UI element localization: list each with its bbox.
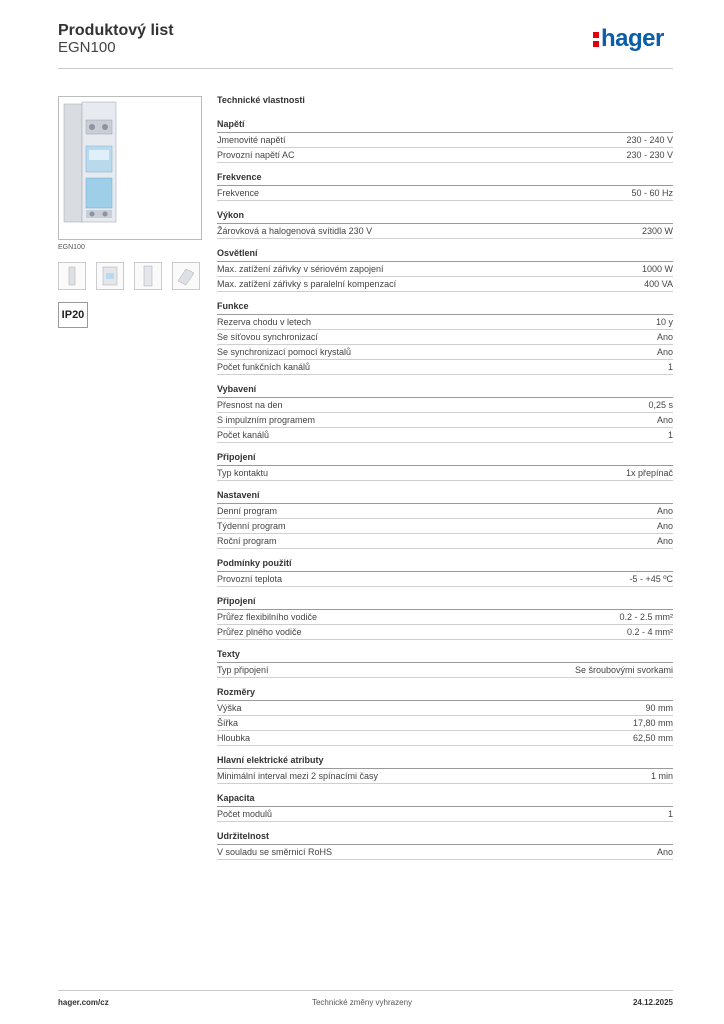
- spec-group: [217, 686, 673, 746]
- spec-group-title: Frekvence: [217, 171, 673, 186]
- spec-row: [217, 519, 673, 534]
- ip-rating-badge: IP20: [58, 302, 88, 328]
- spec-label: Jmenovité napětí: [217, 135, 286, 145]
- spec-label: Roční program: [217, 536, 277, 546]
- spec-row: [217, 701, 673, 716]
- spec-groups: [217, 118, 673, 860]
- spec-label: Rezerva chodu v letech: [217, 317, 312, 327]
- spec-row: [217, 504, 673, 519]
- spec-row: [217, 769, 673, 784]
- spec-row: [217, 398, 673, 413]
- spec-label: V souladu se směrnicí RoHS: [217, 847, 333, 857]
- spec-value: 2300 W: [641, 226, 673, 236]
- spec-row: [217, 625, 673, 640]
- thumbnail-side[interactable]: [96, 262, 124, 290]
- spec-row: [217, 610, 673, 625]
- spec-group: [217, 830, 673, 860]
- logo-dots-icon: [593, 29, 599, 47]
- hager-logo: [593, 25, 664, 53]
- spec-group: [217, 171, 673, 201]
- spec-row: [217, 360, 673, 375]
- spec-label: Typ připojení: [217, 665, 269, 675]
- specs-title: Technické vlastnosti: [217, 95, 305, 105]
- thumbnail-angle[interactable]: [172, 262, 200, 290]
- spec-label: Přesnost na den: [217, 400, 283, 410]
- spec-value: 400 VA: [644, 279, 673, 289]
- spec-value: 1: [667, 362, 673, 372]
- header-divider: [58, 68, 673, 69]
- spec-value: Ano: [656, 536, 673, 546]
- spec-group: [217, 792, 673, 822]
- spec-value: 1x přepínač: [625, 468, 673, 478]
- spec-group-title: Nastavení: [217, 489, 673, 504]
- logo-text: hager: [601, 25, 664, 52]
- spec-label: Typ kontaktu: [217, 468, 269, 478]
- spec-label: Minimální interval mezi 2 spínacími časy: [217, 771, 379, 781]
- spec-group-title: Funkce: [217, 300, 673, 315]
- spec-group: [217, 247, 673, 292]
- spec-group-title: Texty: [217, 648, 673, 663]
- spec-value: Ano: [656, 347, 673, 357]
- spec-group-title: Hlavní elektrické atributy: [217, 754, 673, 769]
- spec-row: [217, 186, 673, 201]
- spec-value: 230 - 240 V: [626, 135, 673, 145]
- spec-group: [217, 451, 673, 481]
- spec-row: [217, 262, 673, 277]
- spec-value: 1: [667, 809, 673, 819]
- device-thumbnail-icon: [135, 263, 161, 289]
- spec-label: Max. zatížení zářivky s paralelní kompenzací: [217, 279, 397, 289]
- spec-value: 1: [667, 430, 673, 440]
- spec-value: 1 min: [650, 771, 673, 781]
- device-thumbnail-icon: [59, 263, 85, 289]
- spec-row: [217, 330, 673, 345]
- spec-label: Počet kanálů: [217, 430, 270, 440]
- spec-row: [217, 428, 673, 443]
- spec-label: Max. zatížení zářivky v sériovém zapojení: [217, 264, 384, 274]
- spec-label: Denní program: [217, 506, 278, 516]
- spec-group-title: Rozměry: [217, 686, 673, 701]
- spec-row: [217, 731, 673, 746]
- spec-value: 0,25 s: [648, 400, 673, 410]
- spec-row: [217, 345, 673, 360]
- spec-group-title: Připojení: [217, 595, 673, 610]
- spec-group-title: Udržitelnost: [217, 830, 673, 845]
- spec-group: [217, 118, 673, 163]
- spec-value: Ano: [656, 506, 673, 516]
- spec-group: [217, 300, 673, 375]
- spec-value: Ano: [656, 332, 673, 342]
- spec-group-title: Kapacita: [217, 792, 673, 807]
- spec-group-title: Připojení: [217, 451, 673, 466]
- spec-value: Ano: [656, 521, 673, 531]
- footer-divider: [58, 990, 673, 991]
- spec-label: Počet modulů: [217, 809, 273, 819]
- spec-row: [217, 413, 673, 428]
- spec-value: 230 - 230 V: [626, 150, 673, 160]
- spec-group-title: Vybavení: [217, 383, 673, 398]
- spec-group-title: Podmínky použití: [217, 557, 673, 572]
- spec-group: [217, 648, 673, 678]
- spec-value: 10 y: [655, 317, 673, 327]
- spec-value: 1000 W: [641, 264, 673, 274]
- spec-value: 90 mm: [645, 703, 673, 713]
- technical-specs: [217, 95, 673, 868]
- device-thumbnail-icon: [173, 263, 199, 289]
- spec-value: Ano: [656, 415, 673, 425]
- page-title: Produktový list: [58, 22, 174, 39]
- spec-label: Žárovková a halogenová svítidla 230 V: [217, 226, 373, 236]
- product-code-heading: EGN100: [58, 39, 116, 56]
- spec-row: [217, 224, 673, 239]
- spec-label: Týdenní program: [217, 521, 286, 531]
- spec-label: Výška: [217, 703, 242, 713]
- spec-group-title: Osvětlení: [217, 247, 673, 262]
- spec-label: Počet funkčních kanálů: [217, 362, 311, 372]
- spec-value: 62,50 mm: [632, 733, 673, 743]
- spec-value: Ano: [656, 847, 673, 857]
- spec-group: [217, 489, 673, 549]
- thumbnail-top[interactable]: [134, 262, 162, 290]
- spec-label: Šířka: [217, 718, 239, 728]
- spec-label: Průřez plného vodiče: [217, 627, 302, 637]
- spec-value: Se šroubovými svorkami: [574, 665, 673, 675]
- spec-row: [217, 148, 673, 163]
- spec-value: 0.2 - 2.5 mm²: [619, 612, 673, 622]
- spec-label: Hloubka: [217, 733, 251, 743]
- spec-label: Frekvence: [217, 188, 260, 198]
- spec-label: S impulzním programem: [217, 415, 316, 425]
- spec-row: [217, 663, 673, 678]
- spec-label: Průřez flexibilního vodiče: [217, 612, 318, 622]
- spec-value: 17,80 mm: [632, 718, 673, 728]
- spec-group: [217, 209, 673, 239]
- spec-row: [217, 277, 673, 292]
- spec-group: [217, 754, 673, 784]
- spec-value: 50 - 60 Hz: [631, 188, 673, 198]
- spec-group: [217, 383, 673, 443]
- spec-row: [217, 716, 673, 731]
- spec-row: [217, 534, 673, 549]
- footer-website-link[interactable]: hager.com/cz: [58, 998, 109, 1007]
- spec-group: [217, 595, 673, 640]
- spec-label: Se synchronizací pomocí krystalů: [217, 347, 352, 357]
- spec-value: -5 - +45 ºC: [629, 574, 673, 584]
- spec-row: [217, 807, 673, 822]
- spec-label: Provozní napětí AC: [217, 150, 295, 160]
- spec-row: [217, 315, 673, 330]
- thumbnail-front[interactable]: [58, 262, 86, 290]
- spec-label: Provozní teplota: [217, 574, 283, 584]
- spec-group: [217, 557, 673, 587]
- device-thumbnail-icon: [97, 263, 123, 289]
- spec-group-title: Napětí: [217, 118, 673, 133]
- product-image-caption: EGN100: [58, 244, 85, 251]
- spec-group-title: Výkon: [217, 209, 673, 224]
- spec-row: [217, 133, 673, 148]
- footer-disclaimer: Technické změny vyhrazeny: [311, 998, 413, 1007]
- spec-label: Se síťovou synchronizací: [217, 332, 318, 342]
- footer-date: 24.12.2025: [632, 998, 673, 1007]
- spec-row: [217, 572, 673, 587]
- spec-row: [217, 845, 673, 860]
- spec-row: [217, 466, 673, 481]
- device-image: [62, 100, 124, 230]
- spec-value: 0.2 - 4 mm²: [626, 627, 673, 637]
